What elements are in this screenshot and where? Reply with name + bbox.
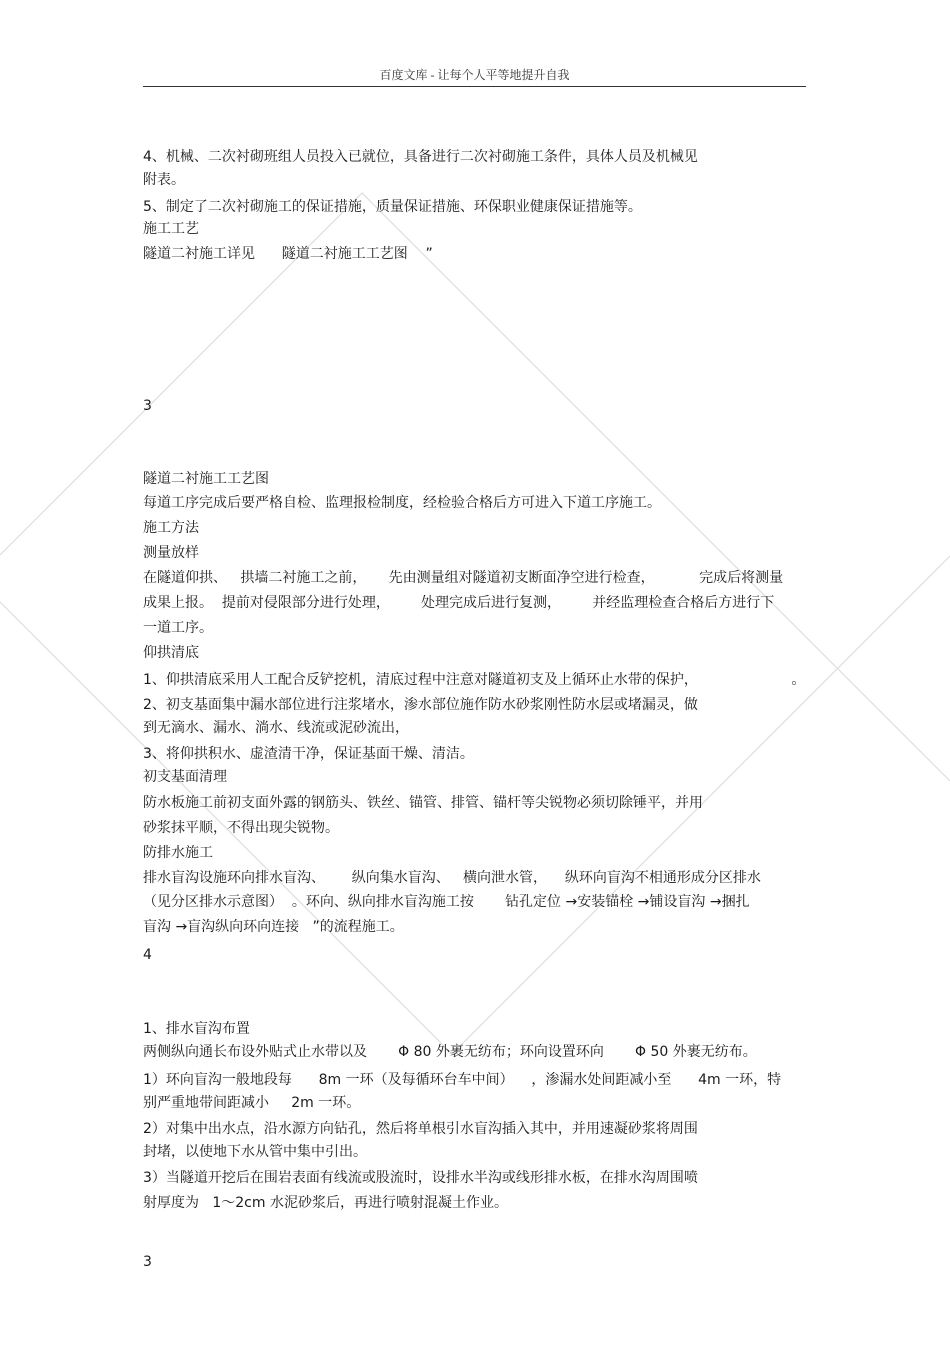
page-header: 百度文库 - 让每个人平等地提升自我 [143, 66, 806, 87]
text-line: 砂浆抹平顺，不得出现尖锐物。 [143, 820, 339, 836]
text-line: 附表。 [143, 172, 185, 188]
text-line: 3、将仰拱积水、虚渣清干净，保证基面干燥、清洁。 [143, 746, 474, 762]
text-line: 盲沟 →盲沟纵向环向连接 ”的流程施工。 [143, 919, 404, 935]
page-number: 3 [143, 1254, 152, 1270]
section-heading: 施工工艺 [143, 221, 199, 237]
section-heading: 1、排水盲沟布置 [143, 1021, 250, 1037]
section-heading: 仰拱清底 [143, 645, 199, 661]
text-line: 别严重地带间距减小 2m 一环。 [143, 1095, 361, 1111]
text-line: （见分区排水示意图） 。环向、纵向排水盲沟施工按 钻孔定位 →安装锚栓 →铺设盲沟 →捆扎 [143, 894, 750, 910]
text-line: 一道工序。 [143, 620, 213, 636]
figure-caption: 隧道二衬施工工艺图 [143, 471, 269, 487]
text-line: 1）环向盲沟一般地段每 8m 一环（及每循环台车中间） ，渗漏水处间距减小至 4m 一环，特 [143, 1072, 782, 1088]
text-line: 在隧道仰拱、 拱墙二衬施工之前， 先由测量组对隧道初支断面净空进行检查， 完成后将测量 [143, 570, 784, 586]
text-line: 每道工序完成后要严格自检、监理报检制度，经检验合格后方可进入下道工序施工。 [143, 495, 661, 511]
text-line: 射厚度为 1～2cm 水泥砂浆后，再进行喷射混凝土作业。 [143, 1195, 508, 1211]
text-line: 5、制定了二次衬砌施工的保证措施，质量保证措施、环保职业健康保证措施等。 [143, 199, 642, 215]
section-heading: 施工方法 [143, 520, 199, 536]
section-heading: 防排水施工 [143, 845, 213, 861]
text-line: 排水盲沟设施环向排水盲沟、 纵向集水盲沟、 横向泄水管， 纵环向盲沟不相通形成分区排水 [143, 870, 761, 886]
text-line: 2、初支基面集中漏水部位进行注浆堵水，渗水部位施作防水砂浆刚性防水层或堵漏灵，做 [143, 697, 698, 713]
text-line: 成果上报。 提前对侵限部分进行处理， 处理完成后进行复测， 并经监理检查合格后方进行下 [143, 595, 775, 611]
page-number: 3 [143, 398, 152, 414]
text-line: 2）对集中出水点，沿水源方向钻孔，然后将单根引水盲沟插入其中，并用速凝砂浆将周围 [143, 1121, 698, 1137]
text-line: 4、机械、二次衬砌班组人员投入已就位，具备进行二次衬砌施工条件，具体人员及机械见 [143, 149, 698, 165]
section-heading: 测量放样 [143, 545, 199, 561]
text-line: 1、仰拱清底采用人工配合反铲挖机，清底过程中注意对隧道初支及上循环止水带的保护， 。 [143, 672, 806, 688]
section-heading: 初支基面清理 [143, 769, 227, 785]
page-number: 4 [143, 947, 152, 963]
text-line: 两侧纵向通长布设外贴式止水带以及 Φ 80 外裹无纺布；环向设置环向 Φ 50 外裹无纺布。 [143, 1044, 757, 1060]
text-line: 防水板施工前初支面外露的钢筋头、铁丝、锚管、排管、锚杆等尖锐物必须切除锤平，并用 [143, 795, 703, 811]
text-line: 到无滴水、漏水、淌水、线流或泥砂流出， [143, 720, 409, 736]
text-line: 封堵，以使地下水从管中集中引出。 [143, 1144, 367, 1160]
text-line: 3）当隧道开挖后在围岩表面有线流或股流时，设排水半沟或线形排水板，在排水沟周围喷 [143, 1170, 698, 1186]
text-line: 隧道二衬施工详见 隧道二衬施工工艺图 ” [143, 246, 433, 262]
